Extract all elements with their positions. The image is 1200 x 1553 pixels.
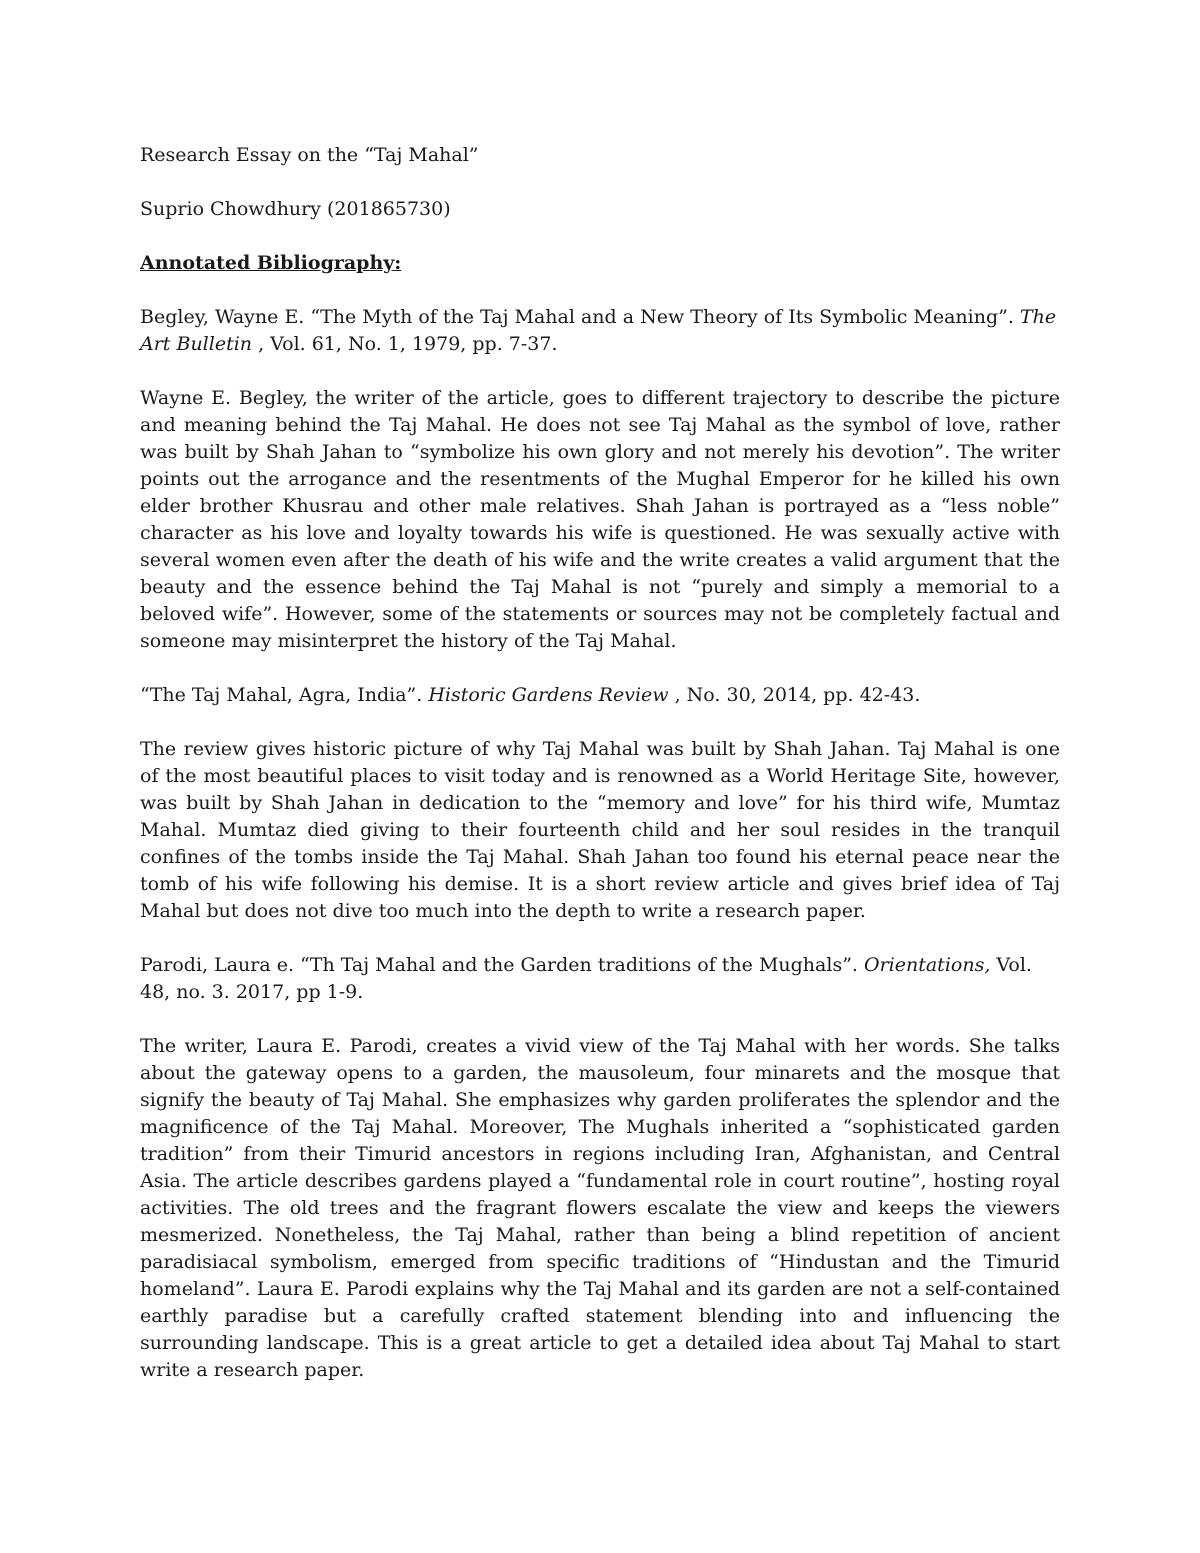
citation-details: , No. 30, 2014, pp. 42-43. (668, 684, 921, 706)
annotation-entry-1: Wayne E. Begley, the writer of the article, goes to different trajectory to describe the picture and meaning behind the Taj Mahal. He does not see Taj Mahal as the symbol of love, rather was built by Shah Jahan to “symbolize his own glory and not merely his devotion”. The writer points out the arrogance and the resentments of the Mughal Emperor for he killed his own elder brother Khusrau and other male relatives. Shah Jahan is portrayed as a “less noble” character as his love and loyalty towards his wife is questioned. He was sexually active with several women even after the death of his wife and the write creates a valid argument that the beauty and the essence behind the Taj Mahal is not “purely and simply a memorial to a beloved wife”. However, some of the statements or sources may not be completely factual and someone may misinterpret the history of the Taj Mahal. (140, 387, 1060, 652)
citation-source: Orientations, (864, 954, 991, 976)
annotation-entry-2: The review gives historic picture of why Taj Mahal was built by Shah Jahan. Taj Mahal is one of the most beautiful places to visit today and is renowned as a World Heritage Site, however, was built by Shah Jahan in dedication to the “memory and love” for his third wife, Mumtaz Mahal. Mumtaz died giving to their fourteenth child and her soul resides in the tranquil confines of the tombs inside the Taj Mahal. Shah Jahan too found his eternal peace near the tomb of his wife following his demise. It is a short review article and gives brief idea of Taj Mahal but does not dive too much into the depth to write a research paper. (140, 738, 1060, 922)
author-line: Suprio Chowdhury (201865730) (140, 198, 451, 220)
citation-source: The Art Bulletin (140, 306, 1057, 355)
document-page (140, 142, 1060, 1384)
citation-details: , Vol. 61, No. 1, 1979, pp. 7-37. (252, 333, 558, 355)
citation-entry-1 (140, 304, 1060, 358)
annotation-entry-3: The writer, Laura E. Parodi, creates a vivid view of the Taj Mahal with her words. She talks about the gateway opens to a garden, the mausoleum, four minarets and the mosque that signify the beauty of Taj Mahal. She emphasizes why garden proliferates the splendor and the magnificence of the Taj Mahal. Moreover, The Mughals inherited a “sophisticated garden tradition” from their Timurid ancestors in regions including Iran, Afghanistan, and Central Asia. The article describes gardens played a “fundamental role in court routine”, hosting royal activities. The old trees and the fragrant flowers escalate the view and keeps the viewers mesmerized. Nonetheless, the Taj Mahal, rather than being a blind repetition of ancient paradisiacal symbolism, emerged from specific traditions of “Hindustan and the Timurid homeland”. Laura E. Parodi explains why the Taj Mahal and its garden are not a self-contained earthly paradise but a carefully crafted statement blending into and influencing the surrounding landscape. This is a great article to get a detailed idea about Taj Mahal to start write a research paper. (140, 1035, 1060, 1381)
citation-text: Parodi, Laura e. “Th Taj Mahal and the Garden traditions of the Mughals”. (140, 954, 864, 976)
citation-source: Historic Gardens Review (428, 684, 669, 706)
bibliography-heading: Annotated Bibliography: (140, 252, 402, 274)
citation-text: “The Taj Mahal, Agra, India”. (140, 684, 429, 706)
citation-entry-3 (140, 952, 1060, 1006)
essay-title: Research Essay on the “Taj Mahal” (140, 144, 479, 166)
citation-details: Vol. 48, no. 3. 2017, pp 1-9. (140, 954, 1032, 1003)
citation-entry-2 (140, 682, 1060, 709)
citation-text: Begley, Wayne E. “The Myth of the Taj Mahal and a New Theory of Its Symbolic Meaning”. (140, 306, 1020, 328)
